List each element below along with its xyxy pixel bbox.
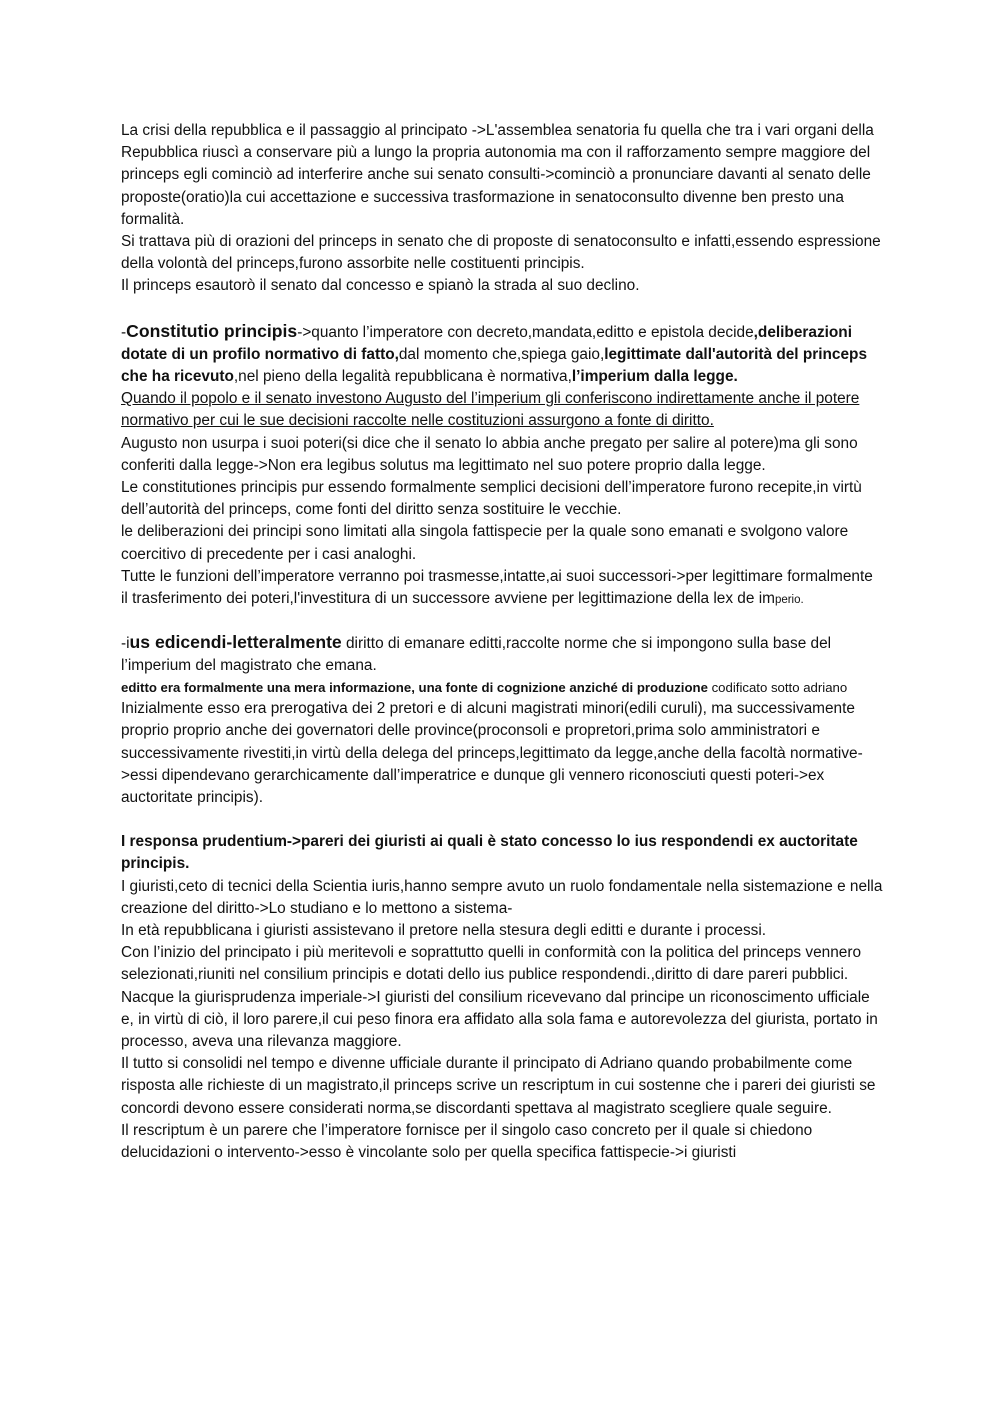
underlined-paragraph: Quando il popolo e il senato investono Augusto del l’imperium gli conferiscono indirettamente anche il potere normativo per cui le sue decisioni raccolte nelle costituzioni assurgono a fonte di diritto. [121, 390, 860, 430]
text-run: codificato sotto adriano [707, 679, 848, 695]
text-run: ,nel pieno della legalità repubblicana è normativa, [233, 368, 572, 386]
paragraph-orazioni: Si trattava più di orazioni del princeps in senato che di proposte di senatoconsulto e infatti,essendo espressione della volontà del princeps,furono assorbite nelle costituenti principis. [121, 233, 881, 273]
paragraph-constitutiones: Le constitutiones principis pur essendo formalmente semplici decisioni dell’imperatore furono recepite,in virtù dell’autorità del princeps, come fonti del diritto senza sostituire le vecchie. [121, 479, 862, 519]
spacer [121, 611, 883, 631]
spacer [121, 298, 883, 320]
bold-run: ,deliberazioni dotate di un profilo normativo di fatto, [121, 323, 852, 363]
paragraph-senato-declino: Il princeps esautorò il senato dal concesso e spianò la strada al suo declino. [121, 277, 640, 295]
section-heading-ius-edicendi: us edicendi-letteralmente [129, 632, 342, 653]
bold-run: legittimate dall'autorità del princeps che ha ricevuto [121, 345, 868, 386]
section-heading-constitutio: Constitutio principis [126, 320, 298, 341]
paragraph-funzioni [121, 566, 883, 611]
paragraph-editto [121, 678, 883, 699]
dash: - [121, 323, 127, 341]
text-run: Tutte le funzioni dell’imperatore verranno poi trasmesse,intatte,ai suoi successori->per legittimare formalmente il trasferimento dei poteri,l'investitura di un successore avviene per legittimazione della lex de im [121, 567, 873, 608]
bold-run: l’imperium dalla legge. [571, 368, 738, 386]
paragraph-pretori: Inizialmente esso era prerogativa dei 2 pretori e di alcuni magistrati minori(edili curuli), ma successivamente proprio proprio anche dei governatori delle province(proconsoli e propretori,prima solo amministratori e successivamente rivestiti,in virtù della delega del princeps,legittimato da legge,anche della facoltà normative->essi dipendevano gerarchicamente dall’imperatrice e dunque gli vennero riconosciuti questi poteri->ex auctoritate principis). [121, 700, 863, 806]
paragraph-giuristi: I giuristi,ceto di tecnici della Scientia iuris,hanno sempre avuto un ruolo fondamentale nella sistemazione e nella creazione del diritto->Lo studiano e lo mettono a sistema- [121, 877, 883, 917]
text-run: diritto di emanare editti,raccolte norme che si impongono sulla base del l’imperium del magistrato che emana. [121, 635, 832, 675]
paragraph-augusto: Augusto non usurpa i suoi poteri(si dice che il senato lo abbia anche pregato per salire al potere)ma gli sono conferiti dalla legge->Non era legibus solutus ma legittimato nel suo potere proprio dalla legge. [121, 434, 858, 474]
small-text-run: perio. [774, 594, 804, 607]
paragraph-eta-repubblicana: In età repubblicana i giuristi assistevano il pretore nella stesura degli editti e durante i processi. [121, 922, 767, 939]
spacer [121, 809, 883, 831]
section-heading-responsa: I responsa prudentium->pareri dei giuristi ai quali è stato concesso lo ius respondendi ex auctoritate principis. [121, 833, 858, 873]
bold-run: editto era formalmente una mera informazione, una fonte di cognizione anziché di produzione [121, 679, 708, 695]
text-run: ->quanto l’imperatore con decreto,mandata,editto e epistola decide [297, 323, 754, 341]
paragraph-adriano: Il tutto si consolidi nel tempo e divenne ufficiale durante il principato di Adriano quando probabilmente come risposta alle richieste di un magistrato,il princeps scrive un rescriptum in cui sostenne che i pareri dei giuristi se concordi devono essere considerati norma,se discordanti spettava al magistrato scegliere quale seguire. [121, 1055, 876, 1117]
paragraph-crisi-repubblica: La crisi della repubblica e il passaggio al principato ->L'assemblea senatoria fu quella che tra i vari organi della Repubblica riuscì a conservare più a lungo la propria autonomia ma con il rafforzamento sempre maggiore del princeps egli cominciò ad interferire anche sui senato consulti->cominciò a pronunciare davanti al senato delle proposte(oratio)la cui accettazione e successiva trasformazione in senatoconsulto divenne ben presto una formalità. [121, 122, 874, 228]
paragraph-ius-edicendi [121, 631, 883, 677]
paragraph-rescriptum: Il rescriptum è un parere che l’imperatore fornisce per il singolo caso concreto per il quale si chiedono delucidazioni o intervento->esso è vincolante solo per quella specifica fattispecie->i giuristi [121, 1121, 813, 1162]
dash: -i [121, 635, 130, 653]
paragraph-giurisprudenza: Nacque la giurisprudenza imperiale->I giuristi del consilium ricevevano dal principe un riconoscimento ufficiale e, in virtù di ciò, il loro parere,il cui peso finora era affidato alla sola fama e autorevolezza del giurista, portato in processo, aveva una rilevanza maggiore. [121, 988, 878, 1051]
document-page [121, 120, 883, 1164]
text-run: dal momento che,spiega gaio, [398, 345, 605, 363]
paragraph-deliberazioni: le deliberazioni dei principi sono limitati alla singola fattispecie per la quale sono emanati e svolgono valore coercitivo di precedente per i casi analoghi. [121, 523, 849, 563]
paragraph-constitutio [121, 320, 883, 389]
paragraph-principato: Con l’inizio del principato i più meritevoli e soprattutto quelli in conformità con la politica del princeps vennero selezionati,riuniti nel consilium principis e dotati dello ius publice respondendi.,diritto di dare pareri pubblici. [121, 944, 861, 984]
